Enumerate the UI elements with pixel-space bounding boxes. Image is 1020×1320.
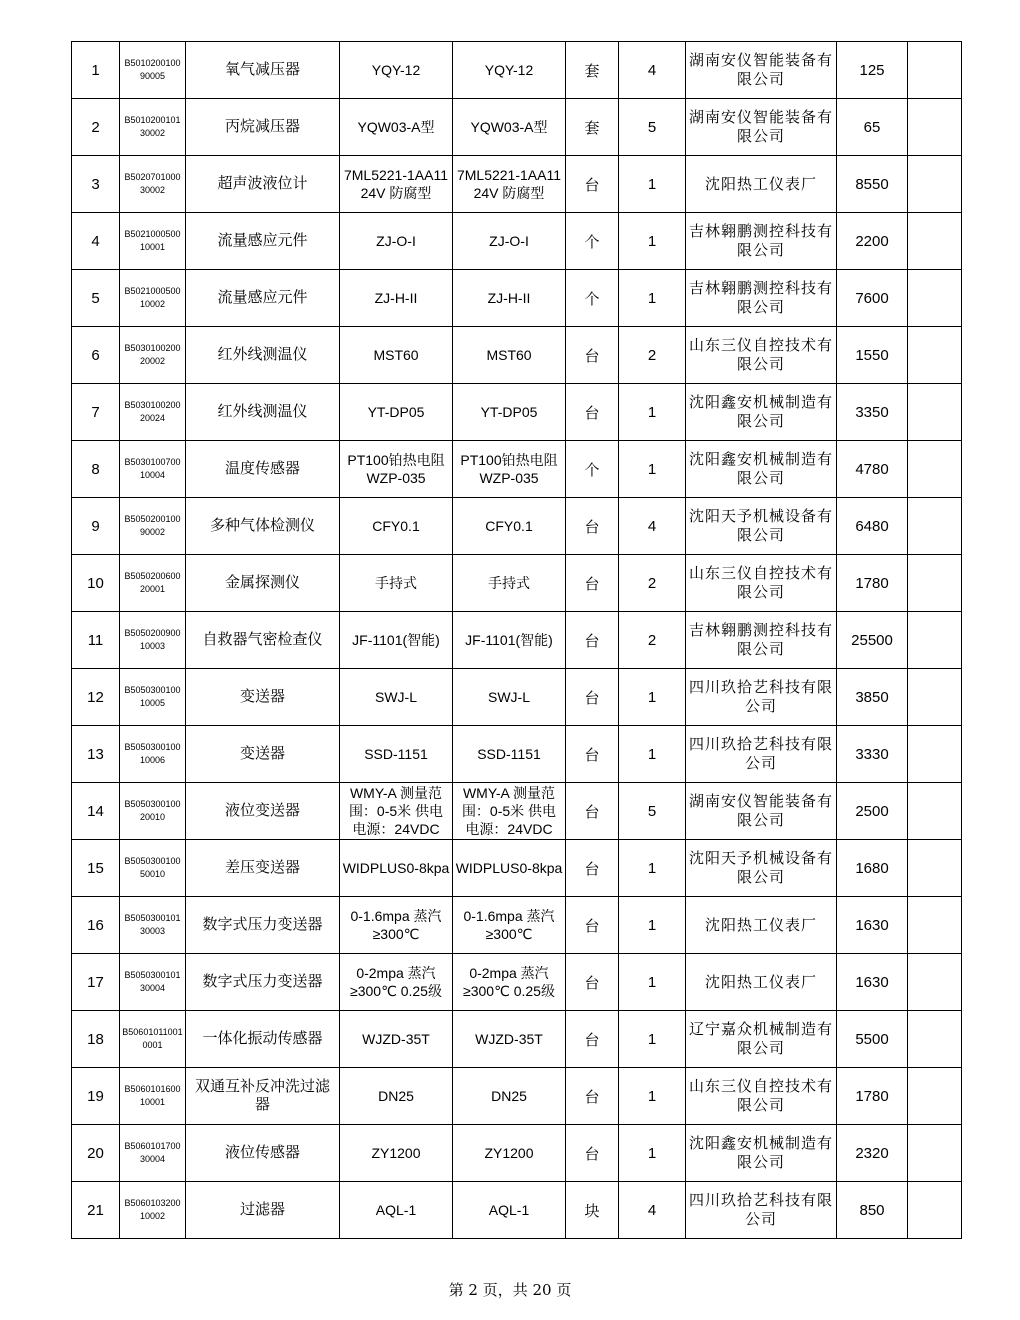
specification-cell: 0-1.6mpa 蒸汽≥300℃ — [453, 897, 566, 954]
material-code-cell: B505030010130004 — [120, 954, 186, 1011]
page-number: 第 2 页，共 20 页 — [448, 1281, 572, 1299]
unit-cell: 块 — [566, 1182, 619, 1239]
unit-price-cell: 8550 — [837, 156, 908, 213]
table-row — [72, 555, 962, 612]
table-row — [72, 327, 962, 384]
material-code-cell: B506010320010002 — [120, 1182, 186, 1239]
row-index-cell: 16 — [72, 897, 120, 954]
supplier-name-cell: 沈阳天予机械设备有限公司 — [686, 840, 837, 897]
supplier-name-cell: 山东三仪自控技术有限公司 — [686, 555, 837, 612]
item-name-cell: 流量感应元件 — [186, 270, 340, 327]
table-row — [72, 954, 962, 1011]
item-name-cell: 多种气体检测仪 — [186, 498, 340, 555]
row-index-cell: 7 — [72, 384, 120, 441]
supplier-name-cell: 湖南安仪智能装备有限公司 — [686, 99, 837, 156]
unit-price-cell: 6480 — [837, 498, 908, 555]
supplier-name-cell: 湖南安仪智能装备有限公司 — [686, 42, 837, 99]
table-row — [72, 156, 962, 213]
table-row — [72, 498, 962, 555]
quantity-cell: 1 — [619, 726, 686, 783]
model-number-cell: WJZD-35T — [340, 1011, 453, 1068]
table-row — [72, 99, 962, 156]
unit-cell: 台 — [566, 1068, 619, 1125]
unit-cell: 台 — [566, 783, 619, 840]
item-name-cell: 自救器气密检查仪 — [186, 612, 340, 669]
unit-cell: 套 — [566, 42, 619, 99]
unit-price-cell: 125 — [837, 42, 908, 99]
unit-price-cell: 1780 — [837, 1068, 908, 1125]
supplier-name-cell: 四川玖拾艺科技有限公司 — [686, 726, 837, 783]
item-name-cell: 氧气减压器 — [186, 42, 340, 99]
unit-price-cell: 2200 — [837, 213, 908, 270]
specification-cell: 0-2mpa 蒸汽≥300℃ 0.25级 — [453, 954, 566, 1011]
specification-cell: 手持式 — [453, 555, 566, 612]
model-number-cell: CFY0.1 — [340, 498, 453, 555]
row-index-cell: 1 — [72, 42, 120, 99]
model-number-cell: WIDPLUS0-8kpa — [340, 840, 453, 897]
remark-cell — [908, 1011, 962, 1068]
unit-price-cell: 7600 — [837, 270, 908, 327]
row-index-cell: 2 — [72, 99, 120, 156]
item-name-cell: 丙烷减压器 — [186, 99, 340, 156]
specification-cell: YQW03-A型 — [453, 99, 566, 156]
unit-cell: 台 — [566, 555, 619, 612]
material-code-cell: B503010070010004 — [120, 441, 186, 498]
item-name-cell: 变送器 — [186, 726, 340, 783]
specification-cell: DN25 — [453, 1068, 566, 1125]
unit-cell: 台 — [566, 327, 619, 384]
unit-price-cell: 4780 — [837, 441, 908, 498]
row-index-cell: 8 — [72, 441, 120, 498]
unit-cell: 个 — [566, 213, 619, 270]
material-code-cell: B505020060020001 — [120, 555, 186, 612]
row-index-cell: 19 — [72, 1068, 120, 1125]
supplier-name-cell: 沈阳热工仪表厂 — [686, 954, 837, 1011]
material-code-cell: B503010020020002 — [120, 327, 186, 384]
model-number-cell: JF-1101(智能) — [340, 612, 453, 669]
item-name-cell: 金属探测仪 — [186, 555, 340, 612]
table-row — [72, 840, 962, 897]
row-index-cell: 11 — [72, 612, 120, 669]
item-name-cell: 液位变送器 — [186, 783, 340, 840]
row-index-cell: 4 — [72, 213, 120, 270]
item-name-cell: 液位传感器 — [186, 1125, 340, 1182]
material-code-cell: B506010170030004 — [120, 1125, 186, 1182]
unit-price-cell: 1780 — [837, 555, 908, 612]
table-row — [72, 213, 962, 270]
specification-cell: MST60 — [453, 327, 566, 384]
unit-price-cell: 5500 — [837, 1011, 908, 1068]
row-index-cell: 3 — [72, 156, 120, 213]
unit-cell: 台 — [566, 1011, 619, 1068]
unit-price-cell: 65 — [837, 99, 908, 156]
remark-cell — [908, 954, 962, 1011]
quantity-cell: 2 — [619, 555, 686, 612]
model-number-cell: PT100铂热电阻WZP-035 — [340, 441, 453, 498]
remark-cell — [908, 327, 962, 384]
item-name-cell: 流量感应元件 — [186, 213, 340, 270]
model-number-cell: 7ML5221-1AA11 24V 防腐型 — [340, 156, 453, 213]
unit-cell: 台 — [566, 384, 619, 441]
unit-cell: 台 — [566, 897, 619, 954]
remark-cell — [908, 213, 962, 270]
unit-cell: 台 — [566, 954, 619, 1011]
model-number-cell: 手持式 — [340, 555, 453, 612]
unit-cell: 台 — [566, 726, 619, 783]
specification-cell: ZJ-O-I — [453, 213, 566, 270]
specification-cell: 7ML5221-1AA11 24V 防腐型 — [453, 156, 566, 213]
row-index-cell: 10 — [72, 555, 120, 612]
row-index-cell: 12 — [72, 669, 120, 726]
remark-cell — [908, 1125, 962, 1182]
specification-cell: WIDPLUS0-8kpa — [453, 840, 566, 897]
model-number-cell: MST60 — [340, 327, 453, 384]
specification-cell: JF-1101(智能) — [453, 612, 566, 669]
remark-cell — [908, 441, 962, 498]
material-code-cell: B505030010020010 — [120, 783, 186, 840]
supplier-name-cell: 沈阳鑫安机械制造有限公司 — [686, 441, 837, 498]
unit-price-cell: 25500 — [837, 612, 908, 669]
material-code-cell: B505030010010006 — [120, 726, 186, 783]
unit-cell: 台 — [566, 1125, 619, 1182]
row-index-cell: 14 — [72, 783, 120, 840]
quantity-cell: 1 — [619, 213, 686, 270]
remark-cell — [908, 555, 962, 612]
quantity-cell: 1 — [619, 156, 686, 213]
item-name-cell: 超声波液位计 — [186, 156, 340, 213]
specification-cell: SSD-1151 — [453, 726, 566, 783]
row-index-cell: 6 — [72, 327, 120, 384]
unit-cell: 台 — [566, 840, 619, 897]
row-index-cell: 18 — [72, 1011, 120, 1068]
supplier-name-cell: 辽宁嘉众机械制造有限公司 — [686, 1011, 837, 1068]
remark-cell — [908, 42, 962, 99]
supplier-name-cell: 沈阳热工仪表厂 — [686, 156, 837, 213]
item-name-cell: 双通互补反冲洗过滤器 — [186, 1068, 340, 1125]
unit-price-cell: 1630 — [837, 897, 908, 954]
model-number-cell: DN25 — [340, 1068, 453, 1125]
item-name-cell: 数字式压力变送器 — [186, 897, 340, 954]
row-index-cell: 13 — [72, 726, 120, 783]
quantity-cell: 1 — [619, 669, 686, 726]
table-row — [72, 270, 962, 327]
unit-cell: 台 — [566, 612, 619, 669]
table-row — [72, 897, 962, 954]
quantity-cell: 1 — [619, 1068, 686, 1125]
unit-price-cell: 1630 — [837, 954, 908, 1011]
unit-price-cell: 2500 — [837, 783, 908, 840]
model-number-cell: 0-1.6mpa 蒸汽≥300℃ — [340, 897, 453, 954]
table-row — [72, 669, 962, 726]
row-index-cell: 20 — [72, 1125, 120, 1182]
table-row — [72, 384, 962, 441]
quantity-cell: 1 — [619, 1011, 686, 1068]
specification-cell: SWJ-L — [453, 669, 566, 726]
material-code-cell: B501020010090005 — [120, 42, 186, 99]
unit-price-cell: 3350 — [837, 384, 908, 441]
model-number-cell: YQY-12 — [340, 42, 453, 99]
table-row — [72, 726, 962, 783]
supplier-name-cell: 沈阳天予机械设备有限公司 — [686, 498, 837, 555]
table-row — [72, 1182, 962, 1239]
item-name-cell: 红外线测温仪 — [186, 327, 340, 384]
supplier-name-cell: 吉林翱鹏测控科技有限公司 — [686, 612, 837, 669]
specification-cell: YQY-12 — [453, 42, 566, 99]
supplier-name-cell: 湖南安仪智能装备有限公司 — [686, 783, 837, 840]
material-code-cell: B506010160010001 — [120, 1068, 186, 1125]
remark-cell — [908, 270, 962, 327]
supplier-name-cell: 山东三仪自控技术有限公司 — [686, 327, 837, 384]
model-number-cell: SSD-1151 — [340, 726, 453, 783]
model-number-cell: YT-DP05 — [340, 384, 453, 441]
remark-cell — [908, 1068, 962, 1125]
table-row — [72, 1125, 962, 1182]
specification-cell: PT100铂热电阻WZP-035 — [453, 441, 566, 498]
model-number-cell: WMY-A 测量范围：0-5米 供电电源：24VDC — [340, 783, 453, 840]
unit-cell: 台 — [566, 669, 619, 726]
quantity-cell: 1 — [619, 1125, 686, 1182]
item-name-cell: 一体化振动传感器 — [186, 1011, 340, 1068]
remark-cell — [908, 498, 962, 555]
remark-cell — [908, 156, 962, 213]
unit-cell: 套 — [566, 99, 619, 156]
unit-price-cell: 3850 — [837, 669, 908, 726]
quantity-cell: 1 — [619, 384, 686, 441]
specification-cell: ZY1200 — [453, 1125, 566, 1182]
item-name-cell: 过滤器 — [186, 1182, 340, 1239]
supplier-name-cell: 沈阳鑫安机械制造有限公司 — [686, 384, 837, 441]
material-code-cell: B505030010050010 — [120, 840, 186, 897]
quantity-cell: 5 — [619, 783, 686, 840]
table-body — [72, 42, 962, 1239]
material-code-cell: B502100050010002 — [120, 270, 186, 327]
material-code-cell: B505020010090002 — [120, 498, 186, 555]
model-number-cell: ZJ-O-I — [340, 213, 453, 270]
quantity-cell: 5 — [619, 99, 686, 156]
remark-cell — [908, 840, 962, 897]
specification-cell: ZJ-H-II — [453, 270, 566, 327]
model-number-cell: YQW03-A型 — [340, 99, 453, 156]
material-code-cell: B505030010010005 — [120, 669, 186, 726]
supplier-name-cell: 四川玖拾艺科技有限公司 — [686, 669, 837, 726]
row-index-cell: 9 — [72, 498, 120, 555]
material-code-cell: B501020010130002 — [120, 99, 186, 156]
supplier-name-cell: 吉林翱鹏测控科技有限公司 — [686, 270, 837, 327]
material-code-cell: B503010020020024 — [120, 384, 186, 441]
table-row — [72, 441, 962, 498]
material-code-cell: B505030010130003 — [120, 897, 186, 954]
item-name-cell: 差压变送器 — [186, 840, 340, 897]
quantity-cell: 2 — [619, 612, 686, 669]
remark-cell — [908, 897, 962, 954]
model-number-cell: AQL-1 — [340, 1182, 453, 1239]
specification-cell: AQL-1 — [453, 1182, 566, 1239]
remark-cell — [908, 1182, 962, 1239]
unit-cell: 个 — [566, 270, 619, 327]
quantity-cell: 2 — [619, 327, 686, 384]
material-code-cell: B502100050010001 — [120, 213, 186, 270]
remark-cell — [908, 783, 962, 840]
unit-cell: 个 — [566, 441, 619, 498]
quantity-cell: 4 — [619, 1182, 686, 1239]
model-number-cell: ZY1200 — [340, 1125, 453, 1182]
item-name-cell: 红外线测温仪 — [186, 384, 340, 441]
table-row — [72, 1068, 962, 1125]
supplier-name-cell: 沈阳鑫安机械制造有限公司 — [686, 1125, 837, 1182]
remark-cell — [908, 726, 962, 783]
row-index-cell: 5 — [72, 270, 120, 327]
remark-cell — [908, 612, 962, 669]
supplier-name-cell: 四川玖拾艺科技有限公司 — [686, 1182, 837, 1239]
unit-price-cell: 2320 — [837, 1125, 908, 1182]
table-row — [72, 612, 962, 669]
row-index-cell: 17 — [72, 954, 120, 1011]
supplier-name-cell: 沈阳热工仪表厂 — [686, 897, 837, 954]
unit-price-cell: 1680 — [837, 840, 908, 897]
unit-cell: 台 — [566, 498, 619, 555]
item-name-cell: 数字式压力变送器 — [186, 954, 340, 1011]
quantity-cell: 1 — [619, 954, 686, 1011]
specification-cell: YT-DP05 — [453, 384, 566, 441]
unit-price-cell: 3330 — [837, 726, 908, 783]
model-number-cell: SWJ-L — [340, 669, 453, 726]
quantity-cell: 1 — [619, 270, 686, 327]
table-row — [72, 783, 962, 840]
remark-cell — [908, 99, 962, 156]
unit-cell: 台 — [566, 156, 619, 213]
model-number-cell: ZJ-H-II — [340, 270, 453, 327]
unit-price-cell: 1550 — [837, 327, 908, 384]
unit-price-cell: 850 — [837, 1182, 908, 1239]
equipment-table — [71, 41, 962, 1239]
specification-cell: WMY-A 测量范围：0-5米 供电电源：24VDC — [453, 783, 566, 840]
item-name-cell: 温度传感器 — [186, 441, 340, 498]
quantity-cell: 1 — [619, 840, 686, 897]
quantity-cell: 4 — [619, 498, 686, 555]
material-code-cell: B502070100030002 — [120, 156, 186, 213]
material-code-cell: B505020090010003 — [120, 612, 186, 669]
quantity-cell: 1 — [619, 441, 686, 498]
item-name-cell: 变送器 — [186, 669, 340, 726]
quantity-cell: 1 — [619, 897, 686, 954]
model-number-cell: 0-2mpa 蒸汽≥300℃ 0.25级 — [340, 954, 453, 1011]
supplier-name-cell: 吉林翱鹏测控科技有限公司 — [686, 213, 837, 270]
table-row — [72, 1011, 962, 1068]
material-code-cell: B506010110010001 — [120, 1011, 186, 1068]
supplier-name-cell: 山东三仪自控技术有限公司 — [686, 1068, 837, 1125]
row-index-cell: 15 — [72, 840, 120, 897]
specification-cell: WJZD-35T — [453, 1011, 566, 1068]
row-index-cell: 21 — [72, 1182, 120, 1239]
specification-cell: CFY0.1 — [453, 498, 566, 555]
table-row — [72, 42, 962, 99]
quantity-cell: 4 — [619, 42, 686, 99]
remark-cell — [908, 384, 962, 441]
remark-cell — [908, 669, 962, 726]
